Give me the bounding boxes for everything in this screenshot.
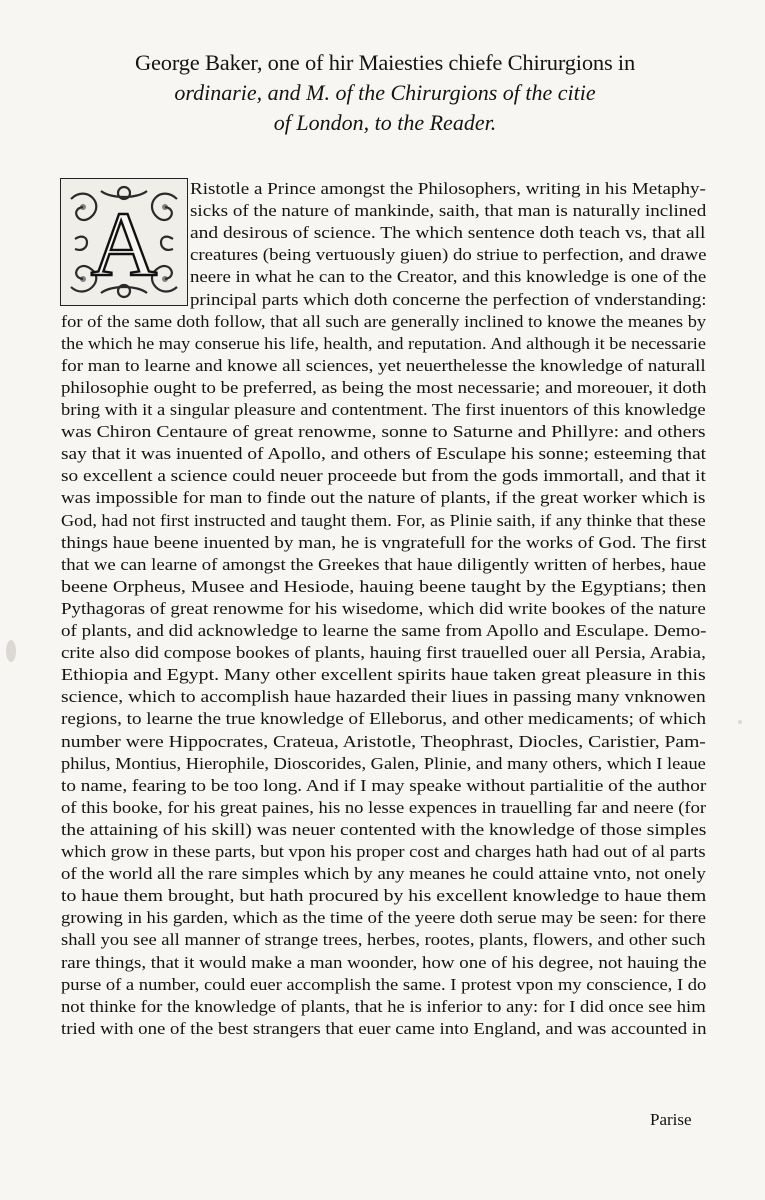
text-line	[190, 266, 706, 288]
text-line	[61, 952, 706, 974]
text-line-content: of the world all the rare simples which by any meanes he could attaine vnto, not onely	[61, 864, 706, 883]
text-line-content: tried with one of the best strangers that euer came into England, and was accounted in	[61, 1019, 707, 1038]
text-line-content: was impossible for man to finde out the nature of plants, if the great worker which is	[61, 488, 706, 507]
text-line-content: of this booke, for his great paines, his no lesse expences in trauelling far and neere (for	[61, 798, 707, 817]
text-line-content: not thinke for the knowledge of plants, that he is inferior to any: for I did once see him	[61, 997, 706, 1016]
text-line-content: purse of a number, could euer accomplish the same. I protest vpon my conscience, I do	[61, 975, 707, 994]
text-line-content: beene Orpheus, Musee and Hesiode, hauing beene taught by the Egyptians; then	[61, 577, 707, 596]
text-line	[61, 753, 706, 775]
text-line	[61, 443, 706, 465]
text-line	[61, 465, 706, 487]
text-line-content: God, had not first instructed and taught them. For, as Plinie saith, if any thinke that these	[61, 511, 706, 530]
text-line	[61, 620, 706, 642]
text-line	[61, 554, 706, 576]
text-line-content: number were Hippocrates, Crateua, Aristotle, Theophrast, Diocles, Caristier, Pam-	[61, 732, 706, 751]
text-line	[61, 731, 706, 753]
text-line	[61, 333, 706, 355]
text-line	[61, 885, 706, 907]
text-line-content: crite also did compose bookes of plants, hauing first trauelled ouer all Persia, Arabia,	[61, 643, 706, 662]
text-line-content: the which he may conserue his life, health, and reputation. And although it be necessarie	[61, 334, 706, 353]
text-line-content: to name, fearing to be too long. And if I may speake without partialitie of the author	[61, 776, 707, 795]
text-line	[61, 355, 706, 377]
ornamental-drop-cap	[60, 178, 188, 306]
text-line	[61, 863, 706, 885]
text-line	[190, 222, 706, 244]
text-line	[61, 421, 706, 443]
text-line-content: philus, Montius, Hierophile, Dioscorides, Galen, Plinie, and many others, which I leaue	[61, 754, 706, 773]
text-line-content: was Chiron Centaure of great renowme, sonne to Saturne and Phillyre: and others	[61, 422, 706, 441]
text-line-content: that we can learne of amongst the Greekes that haue diligently written of herbes, haue	[61, 555, 706, 574]
text-line	[61, 576, 706, 598]
title-line-2: ordinarie, and M. of the Chirurgions of the citie	[174, 80, 596, 105]
text-line	[61, 377, 706, 399]
title-line-1: George Baker, one of hir Maiesties chiefe Chirurgions in	[134, 50, 636, 75]
title-line-3: of London, to the Reader.	[273, 110, 497, 135]
text-line	[61, 907, 706, 929]
paper-stain	[6, 640, 16, 662]
text-line	[61, 929, 706, 951]
text-line	[190, 200, 706, 222]
text-line-content: sicks of the nature of mankinde, saith, that man is naturally inclined	[190, 201, 707, 220]
text-line	[190, 289, 706, 311]
text-line	[61, 532, 706, 554]
text-line-content: for of the same doth follow, that all such are generally inclined to knowe the meanes by	[61, 312, 707, 331]
text-line	[61, 686, 706, 708]
text-line	[61, 996, 706, 1018]
text-line-content: Ristotle a Prince amongst the Philosophers, writing in his Metaphy-	[190, 179, 706, 198]
text-line-content: rare things, that it would make a man woonder, how one of his degree, not hauing the	[61, 953, 707, 972]
text-line	[61, 510, 706, 532]
floral-ornament-icon	[61, 179, 187, 305]
text-line-content: say that it was inuented of Apollo, and others of Esculape his sonne; esteeming that	[61, 444, 707, 463]
text-line-content: science, which to accomplish haue hazarded their liues in passing many vnknowen	[61, 687, 706, 706]
text-line	[61, 598, 706, 620]
text-line	[61, 841, 706, 863]
text-line	[190, 244, 706, 266]
text-line-content: things haue beene inuented by man, he is vngratefull for the works of God. The first	[61, 533, 707, 552]
text-line-content: principal parts which doth concerne the perfection of vnderstanding:	[190, 290, 707, 309]
text-line	[61, 1018, 706, 1040]
text-line-content: Pythagoras of great renowme for his wisedome, which did write bookes of the nature	[61, 599, 706, 618]
text-line-content: bring with it a singular pleasure and contentment. The first inuentors of this knowledge	[61, 400, 706, 419]
drop-cap-letter: A	[90, 193, 158, 295]
text-line-content: and desirous of science. The which sentence doth teach vs, that all	[190, 223, 706, 242]
text-line-content: which grow in these parts, but vpon his proper cost and charges hath had out of al parts	[61, 842, 706, 861]
text-line-content: Ethiopia and Egypt. Many other excellent spirits haue taken great pleasure in this	[61, 665, 706, 684]
text-line	[61, 664, 706, 686]
text-line	[61, 642, 706, 664]
text-line-content: of plants, and did acknowledge to learne the same from Apollo and Esculape. Demo-	[61, 621, 707, 640]
text-line-content: creatures (being vertuously giuen) do striue to perfection, and drawe	[190, 245, 707, 264]
text-line	[61, 311, 706, 333]
text-line	[61, 487, 706, 509]
text-line-content: to haue them brought, but hath procured by his excellent knowledge to haue them	[61, 886, 707, 905]
text-line-content: so excellent a science could neuer proceede but from the gods immortall, and that it	[61, 466, 706, 485]
text-line-content: growing in his garden, which as the time of the yeere doth serue may be seen: for there	[61, 908, 707, 927]
paper-speck	[738, 720, 742, 724]
text-line	[61, 819, 706, 841]
text-line-content: shall you see all manner of strange trees, herbes, rootes, plants, flowers, and other such	[61, 930, 706, 949]
text-line-content: regions, to learne the true knowledge of Elleborus, and other medicaments; of which	[61, 709, 706, 728]
text-line-content: philosophie ought to be preferred, as being the most necessarie; and moreouer, it doth	[61, 378, 707, 397]
text-line-content: neere in what he can to the Creator, and this knowledge is one of the	[190, 267, 707, 286]
title-block	[60, 48, 710, 138]
text-line	[61, 399, 706, 421]
catchword: Parise	[650, 1110, 692, 1129]
text-line	[61, 775, 706, 797]
text-line	[61, 708, 706, 730]
text-line	[190, 178, 706, 200]
text-line	[61, 974, 706, 996]
text-line-content: for man to learne and knowe all sciences, yet neuerthelesse the knowledge of naturall	[61, 356, 706, 375]
text-line	[61, 797, 706, 819]
text-line-content: the attaining of his skill) was neuer contented with the knowledge of those simples	[61, 820, 707, 839]
